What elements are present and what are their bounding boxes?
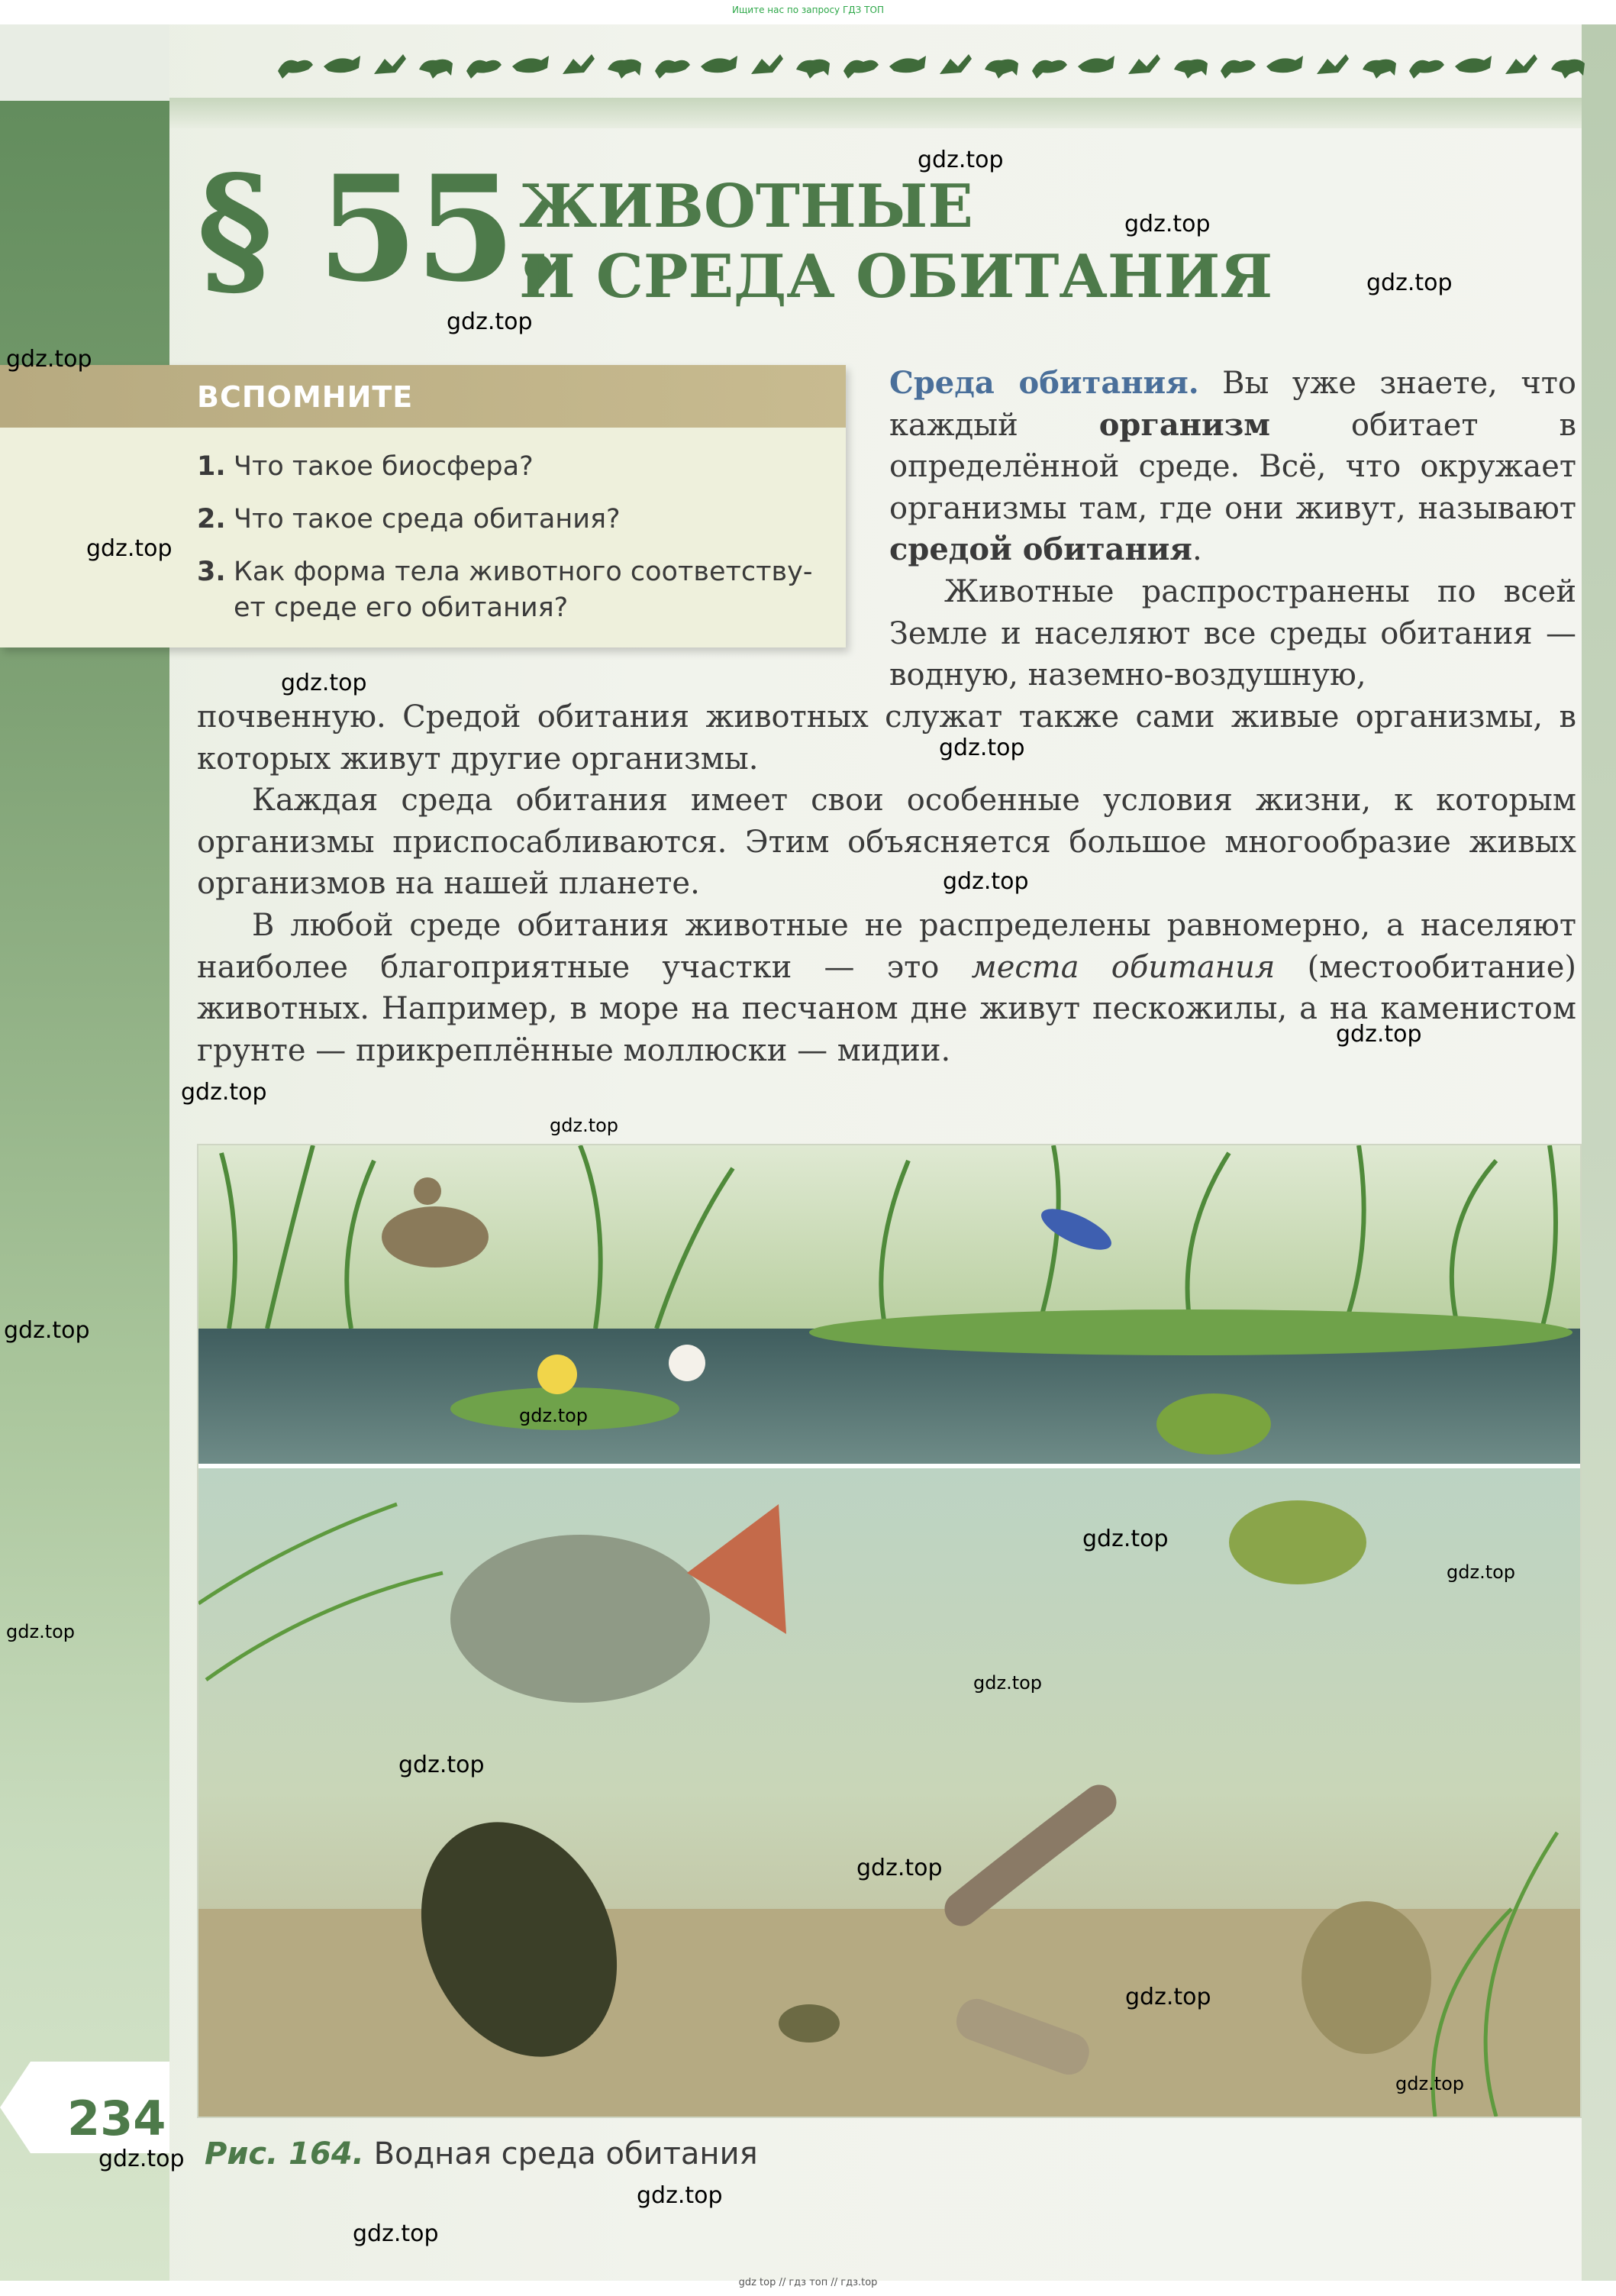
keyword-organism: организм <box>1098 406 1270 443</box>
animal-silhouette-icon <box>747 48 786 82</box>
pond-snail <box>1302 1901 1431 2054</box>
watermark: gdz.top <box>281 670 367 696</box>
animal-silhouette-icon <box>793 48 833 82</box>
frog-surface <box>1156 1393 1271 1455</box>
white-water-lily <box>669 1345 705 1381</box>
yellow-water-lily <box>537 1355 577 1394</box>
animal-silhouette-icon <box>652 48 692 82</box>
watermark: gdz.top <box>1447 1561 1516 1583</box>
question-number: 3. <box>197 557 226 587</box>
remember-title: ВСПОМНИТЕ <box>197 380 414 414</box>
animal-silhouette-icon <box>1029 48 1069 82</box>
watermark: gdz.top <box>943 868 1029 895</box>
watermark: gdz.top <box>6 1621 76 1642</box>
watermark: gdz.top <box>973 1672 1043 1694</box>
question-number: 2. <box>197 504 226 534</box>
watermark: gdz.top <box>98 2146 185 2172</box>
animal-silhouette-icon <box>1265 48 1305 82</box>
animal-silhouette-icon <box>935 48 975 82</box>
watermark: gdz.top <box>550 1115 619 1136</box>
water-bug <box>779 2004 840 2043</box>
watermark: gdz.top <box>1366 270 1453 296</box>
watermark: gdz.top <box>1124 211 1211 237</box>
watermark: gdz.top <box>856 1855 943 1881</box>
animal-silhouette-icon <box>322 48 362 82</box>
animal-silhouette-icon <box>1218 48 1257 82</box>
bottom-note: gdz top // гдз топ // гдз.top <box>738 2277 878 2288</box>
aquatic-habitat-illustration <box>198 1145 1580 2117</box>
question-item <box>197 502 823 538</box>
animal-silhouette-icon <box>605 48 644 82</box>
section-number: § 55. <box>197 144 561 314</box>
watermark: gdz.top <box>398 1752 485 1778</box>
top-note: Ищите нас по запросу ГДЗ ТОП <box>732 5 884 15</box>
animal-silhouette-icon <box>416 48 456 82</box>
fish-bream <box>450 1535 710 1703</box>
watermark: gdz.top <box>1082 1526 1169 1552</box>
animal-silhouette-icon <box>463 48 503 82</box>
animal-silhouette-icon <box>511 48 550 82</box>
watermark: gdz.top <box>918 147 1004 173</box>
question-item <box>197 554 823 626</box>
animal-silhouette-icon <box>982 48 1021 82</box>
figure-label: Рис. 164. <box>205 2136 364 2172</box>
animal-silhouette-icon <box>1453 48 1493 82</box>
bird-crake <box>382 1206 489 1267</box>
animal-silhouette-icon <box>1548 48 1588 82</box>
paragraph-1 <box>889 363 1576 571</box>
watermark: gdz.top <box>1395 2073 1465 2094</box>
watermark: gdz.top <box>519 1405 589 1426</box>
watermark: gdz.top <box>6 346 92 373</box>
paragraph-4-text-a: В любой среде обитания животные не распределены равномерно, а населяют наиболее благоприятные участки — это <box>197 908 1576 985</box>
paragraph-1-text-c: . <box>1192 532 1202 567</box>
watermark: gdz.top <box>181 1079 267 1106</box>
term-places-of-habitat: места обитания <box>971 949 1276 985</box>
left-margin-band-top <box>0 24 169 101</box>
watermark: gdz.top <box>447 308 533 335</box>
question-item <box>197 449 823 485</box>
animal-silhouette-icon <box>888 48 927 82</box>
paragraph-1-text-b: обитает в определённой среде. Всё, что окружает организмы там, где они живут, называют <box>889 407 1576 526</box>
watermark: gdz.top <box>939 735 1025 761</box>
animal-silhouette-icon <box>1124 48 1163 82</box>
figure-caption-text: Водная среда обитания <box>363 2136 758 2172</box>
question-text: Что такое среда обитания? <box>234 504 621 534</box>
frog-swimming <box>1229 1500 1366 1584</box>
watermark: gdz.top <box>86 535 173 562</box>
animal-silhouette-icon <box>1076 48 1116 82</box>
watermark: gdz.top <box>4 1317 90 1344</box>
watermark: gdz.top <box>1336 1021 1422 1048</box>
animal-silhouette-icon <box>558 48 598 82</box>
paragraph-2-full: почвенную. Средой обитания животных служат также сами живые организмы, в которых живут другие организмы. <box>197 699 1576 777</box>
section-title-line2: И СРЕДА ОБИТАНИЯ <box>519 242 1273 312</box>
remember-questions <box>197 449 823 643</box>
animal-silhouette-icon <box>1171 48 1211 82</box>
section-title-line1: ЖИВОТНЫЕ <box>519 172 973 241</box>
watermark: gdz.top <box>1125 1984 1211 2010</box>
remember-header <box>0 365 846 428</box>
figure-caption <box>205 2136 758 2172</box>
right-margin-band <box>1582 24 1616 2281</box>
animal-silhouette-icon <box>275 48 314 82</box>
animal-silhouette-icon <box>1312 48 1352 82</box>
keyword-habitat: средой обитания <box>889 531 1192 567</box>
question-text: Как форма тела животного соответству-ет среде его обитания? <box>234 557 813 623</box>
watermark: gdz.top <box>353 2220 439 2247</box>
paragraph-4-text-b: (местообитание) животных. Например, в море на песчаном дне живут пескожилы, а на каменистом грунте — прикреплённые моллюски — мидии. <box>197 949 1576 1068</box>
animal-silhouette-icon <box>840 48 880 82</box>
header-bar <box>169 98 1582 128</box>
watermark: gdz.top <box>637 2182 723 2209</box>
question-number: 1. <box>197 451 226 482</box>
animal-silhouette-icon <box>699 48 739 82</box>
term-habitat: Среда обитания. <box>889 365 1199 401</box>
paragraph-1-text-a: Вы уже знаете, что каждый <box>889 366 1576 443</box>
animal-silhouette-icon <box>1360 48 1399 82</box>
section-title <box>519 172 1272 312</box>
figure-aquatic-habitat <box>197 1144 1582 2118</box>
animal-silhouette-icon <box>1406 48 1446 82</box>
animal-silhouette-icon <box>369 48 409 82</box>
page-number: 234 <box>67 2091 166 2146</box>
animal-silhouette-strip <box>275 42 1588 88</box>
remember-box <box>0 365 846 647</box>
animal-silhouette-icon <box>1501 48 1540 82</box>
paragraph-2-right: Животные распространены по всей Земле и населяют все среды обитания — водную, наземно-воздушную, <box>889 574 1576 693</box>
paragraph-3: Каждая среда обитания имеет свои особенные условия жизни, к которым организмы приспосабливаются. Этим объясняется большое многообразие живых организмов на нашей планете. <box>197 783 1576 901</box>
question-text: Что такое биосфера? <box>234 451 534 482</box>
